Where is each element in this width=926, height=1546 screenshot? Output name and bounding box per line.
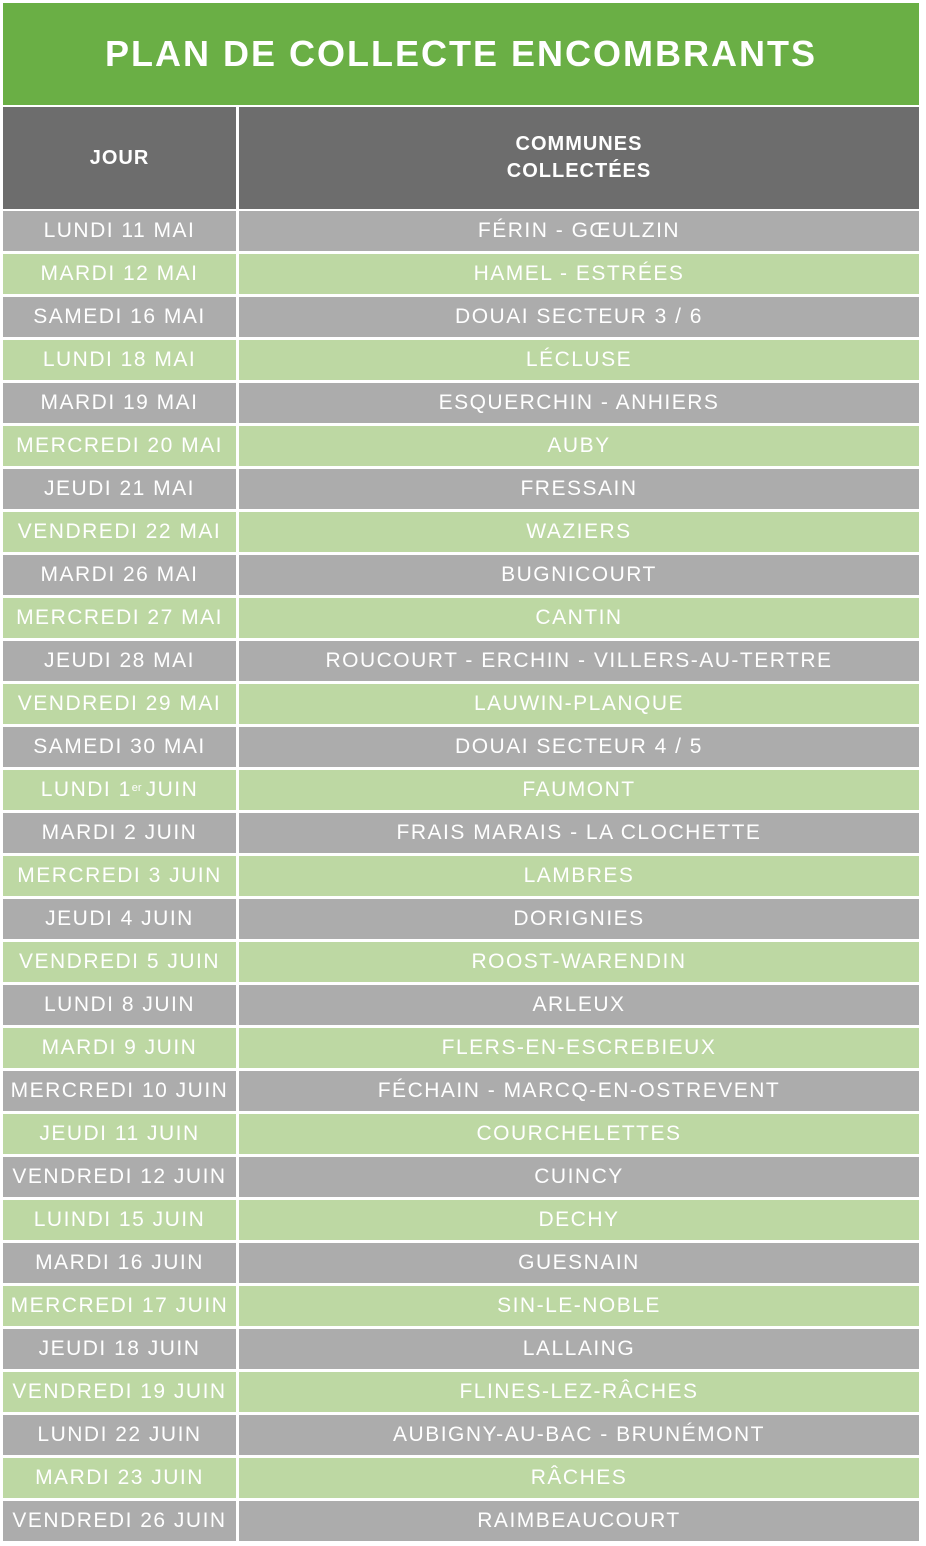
table-row	[3, 770, 919, 810]
day-cell	[3, 598, 236, 638]
towns-cell	[239, 770, 919, 810]
towns-cell	[239, 1458, 919, 1498]
towns-cell	[239, 985, 919, 1025]
column-header-towns	[239, 107, 919, 209]
day-cell	[3, 641, 236, 681]
towns-cell	[239, 1501, 919, 1541]
towns-label: FLERS-EN-ESCREBIEUX	[441, 1036, 717, 1059]
towns-cell	[239, 340, 919, 380]
towns-label: CUINCY	[534, 1165, 624, 1188]
day-cell	[3, 1372, 236, 1412]
day-label: JEUDI 18 JUIN	[38, 1337, 201, 1360]
towns-label: ARLEUX	[532, 993, 626, 1016]
towns-cell	[239, 1200, 919, 1240]
column-header-towns-label: COMMUNES COLLECTÉES	[506, 133, 652, 182]
day-month: JUIN	[145, 778, 199, 801]
day-cell	[3, 1200, 236, 1240]
table-row	[3, 426, 919, 466]
day-cell	[3, 211, 236, 251]
towns-cell	[239, 555, 919, 595]
day-label: MARDI 2 JUIN	[41, 821, 198, 844]
day-cell	[3, 469, 236, 509]
towns-label: HAMEL - ESTRÉES	[473, 262, 685, 285]
towns-label: RÂCHES	[530, 1466, 628, 1489]
table-row	[3, 598, 919, 638]
day-label: JEUDI 21 MAI	[43, 477, 196, 500]
towns-label: DOUAI SECTEUR 4 / 5	[455, 735, 703, 758]
towns-label: FÉRIN - GŒULZIN	[477, 219, 681, 242]
day-cell	[3, 1286, 236, 1326]
towns-label: DECHY	[538, 1208, 620, 1231]
day-label: VENDREDI 29 MAI	[17, 692, 222, 715]
day-cell	[3, 1114, 236, 1154]
table-row	[3, 1372, 919, 1412]
day-label: MARDI 9 JUIN	[41, 1036, 198, 1059]
day-label: SAMEDI 30 MAI	[33, 735, 206, 758]
day-cell	[3, 1329, 236, 1369]
towns-label: RAIMBEAUCOURT	[477, 1509, 681, 1532]
towns-cell	[239, 1028, 919, 1068]
day-label: LUNDI 11 MAI	[43, 219, 196, 242]
day-label: MARDI 23 JUIN	[35, 1466, 204, 1489]
table-row	[3, 1415, 919, 1455]
towns-label: LAMBRES	[523, 864, 635, 887]
table-row	[3, 555, 919, 595]
table-row	[3, 813, 919, 853]
day-cell	[3, 1028, 236, 1068]
towns-cell	[239, 813, 919, 853]
table-row	[3, 1157, 919, 1197]
day-cell	[3, 856, 236, 896]
towns-cell	[239, 211, 919, 251]
towns-cell	[239, 1071, 919, 1111]
day-label: VENDREDI 5 JUIN	[18, 950, 221, 973]
towns-label: ROUCOURT - ERCHIN - VILLERS-AU-TERTRE	[325, 649, 833, 672]
towns-cell	[239, 641, 919, 681]
table-row	[3, 1114, 919, 1154]
day-cell	[3, 985, 236, 1025]
day-cell	[3, 1501, 236, 1541]
towns-cell	[239, 254, 919, 294]
table-row	[3, 211, 919, 251]
towns-cell	[239, 942, 919, 982]
table-row	[3, 856, 919, 896]
towns-label: SIN-LE-NOBLE	[497, 1294, 661, 1317]
day-label: MERCREDI 3 JUIN	[17, 864, 222, 887]
towns-cell	[239, 512, 919, 552]
day-label: VENDREDI 22 MAI	[17, 520, 222, 543]
towns-label: WAZIERS	[526, 520, 632, 543]
towns-label: ESQUERCHIN - ANHIERS	[438, 391, 720, 414]
day-label: SAMEDI 16 MAI	[33, 305, 206, 328]
towns-label: FÉCHAIN - MARCQ-EN-OSTREVENT	[377, 1079, 781, 1102]
table-row	[3, 985, 919, 1025]
towns-cell	[239, 1243, 919, 1283]
table-row	[3, 942, 919, 982]
day-cell	[3, 297, 236, 337]
towns-label: LAUWIN-PLANQUE	[473, 692, 685, 715]
towns-cell	[239, 1286, 919, 1326]
day-cell	[3, 1071, 236, 1111]
day-label: MARDI 26 MAI	[40, 563, 199, 586]
towns-label: LALLAING	[522, 1337, 636, 1360]
table-row	[3, 512, 919, 552]
day-label: VENDREDI 12 JUIN	[12, 1165, 227, 1188]
column-header-day-label: JOUR	[89, 146, 150, 169]
towns-cell	[239, 727, 919, 767]
table-row	[3, 641, 919, 681]
towns-label: ROOST-WARENDIN	[471, 950, 687, 973]
day-label: JEUDI 28 MAI	[43, 649, 196, 672]
day-cell	[3, 899, 236, 939]
day-label: MERCREDI 10 JUIN	[10, 1079, 229, 1102]
day-label: MARDI 12 MAI	[40, 262, 199, 285]
table-header	[3, 107, 919, 209]
day-cell	[3, 727, 236, 767]
day-ordinal-suffix: er	[131, 782, 142, 794]
day-cell	[3, 512, 236, 552]
towns-label: AUBIGNY-AU-BAC - BRUNÉMONT	[393, 1423, 765, 1446]
towns-label: FLINES-LEZ-RÂCHES	[459, 1380, 699, 1403]
day-label: VENDREDI 26 JUIN	[12, 1509, 227, 1532]
day-label: MERCREDI 27 MAI	[16, 606, 223, 629]
day-label: LUNDI 22 JUIN	[37, 1423, 202, 1446]
collection-schedule	[3, 3, 919, 1544]
table-row	[3, 383, 919, 423]
day-cell	[3, 942, 236, 982]
day-label: LUNDI 18 MAI	[42, 348, 197, 371]
day-cell	[3, 555, 236, 595]
day-label: VENDREDI 19 JUIN	[12, 1380, 227, 1403]
towns-label: DOUAI SECTEUR 3 / 6	[455, 305, 703, 328]
day-cell	[3, 1243, 236, 1283]
table-row	[3, 899, 919, 939]
towns-cell	[239, 856, 919, 896]
table-row	[3, 1329, 919, 1369]
day-cell	[3, 770, 236, 810]
day-cell	[3, 1157, 236, 1197]
towns-label: CANTIN	[535, 606, 623, 629]
towns-label: DORIGNIES	[513, 907, 645, 930]
table-row	[3, 297, 919, 337]
table-row	[3, 1243, 919, 1283]
towns-cell	[239, 383, 919, 423]
table-row	[3, 684, 919, 724]
day-label: LUINDI 15 JUIN	[33, 1208, 206, 1231]
column-header-day	[3, 107, 236, 209]
towns-label: COURCHELETTES	[476, 1122, 682, 1145]
day-cell	[3, 1415, 236, 1455]
towns-label: AUBY	[547, 434, 611, 457]
towns-cell	[239, 297, 919, 337]
page-title: PLAN DE COLLECTE ENCOMBRANTS	[3, 3, 919, 105]
towns-label: FRAIS MARAIS - LA CLOCHETTE	[396, 821, 762, 844]
towns-cell	[239, 1157, 919, 1197]
table-row	[3, 469, 919, 509]
day-cell	[3, 254, 236, 294]
day-label: JEUDI 11 JUIN	[39, 1122, 200, 1145]
table-row	[3, 1286, 919, 1326]
towns-cell	[239, 1114, 919, 1154]
towns-cell	[239, 684, 919, 724]
day-cell	[3, 340, 236, 380]
table-row	[3, 727, 919, 767]
towns-cell	[239, 1372, 919, 1412]
table-body	[3, 211, 919, 1541]
day-label: LUNDI 1	[40, 778, 132, 801]
towns-cell	[239, 1415, 919, 1455]
day-label: MARDI 16 JUIN	[35, 1251, 204, 1274]
towns-label: GUESNAIN	[518, 1251, 640, 1274]
table-row	[3, 1028, 919, 1068]
day-label: JEUDI 4 JUIN	[45, 907, 194, 930]
day-cell	[3, 1458, 236, 1498]
towns-cell	[239, 598, 919, 638]
table-row	[3, 1501, 919, 1541]
day-cell	[3, 813, 236, 853]
day-cell	[3, 383, 236, 423]
day-label: MERCREDI 20 MAI	[16, 434, 223, 457]
towns-cell	[239, 899, 919, 939]
towns-label: FRESSAIN	[520, 477, 638, 500]
day-label: LUNDI 8 JUIN	[43, 993, 196, 1016]
towns-label: LÉCLUSE	[525, 348, 633, 371]
day-label: MERCREDI 17 JUIN	[10, 1294, 229, 1317]
towns-label: FAUMONT	[522, 778, 636, 801]
towns-label: BUGNICOURT	[501, 563, 657, 586]
table-row	[3, 1458, 919, 1498]
table-row	[3, 254, 919, 294]
day-cell	[3, 426, 236, 466]
table-row	[3, 1071, 919, 1111]
day-label: MARDI 19 MAI	[40, 391, 199, 414]
table-row	[3, 1200, 919, 1240]
towns-cell	[239, 1329, 919, 1369]
table-row	[3, 340, 919, 380]
towns-cell	[239, 426, 919, 466]
day-cell	[3, 684, 236, 724]
towns-cell	[239, 469, 919, 509]
